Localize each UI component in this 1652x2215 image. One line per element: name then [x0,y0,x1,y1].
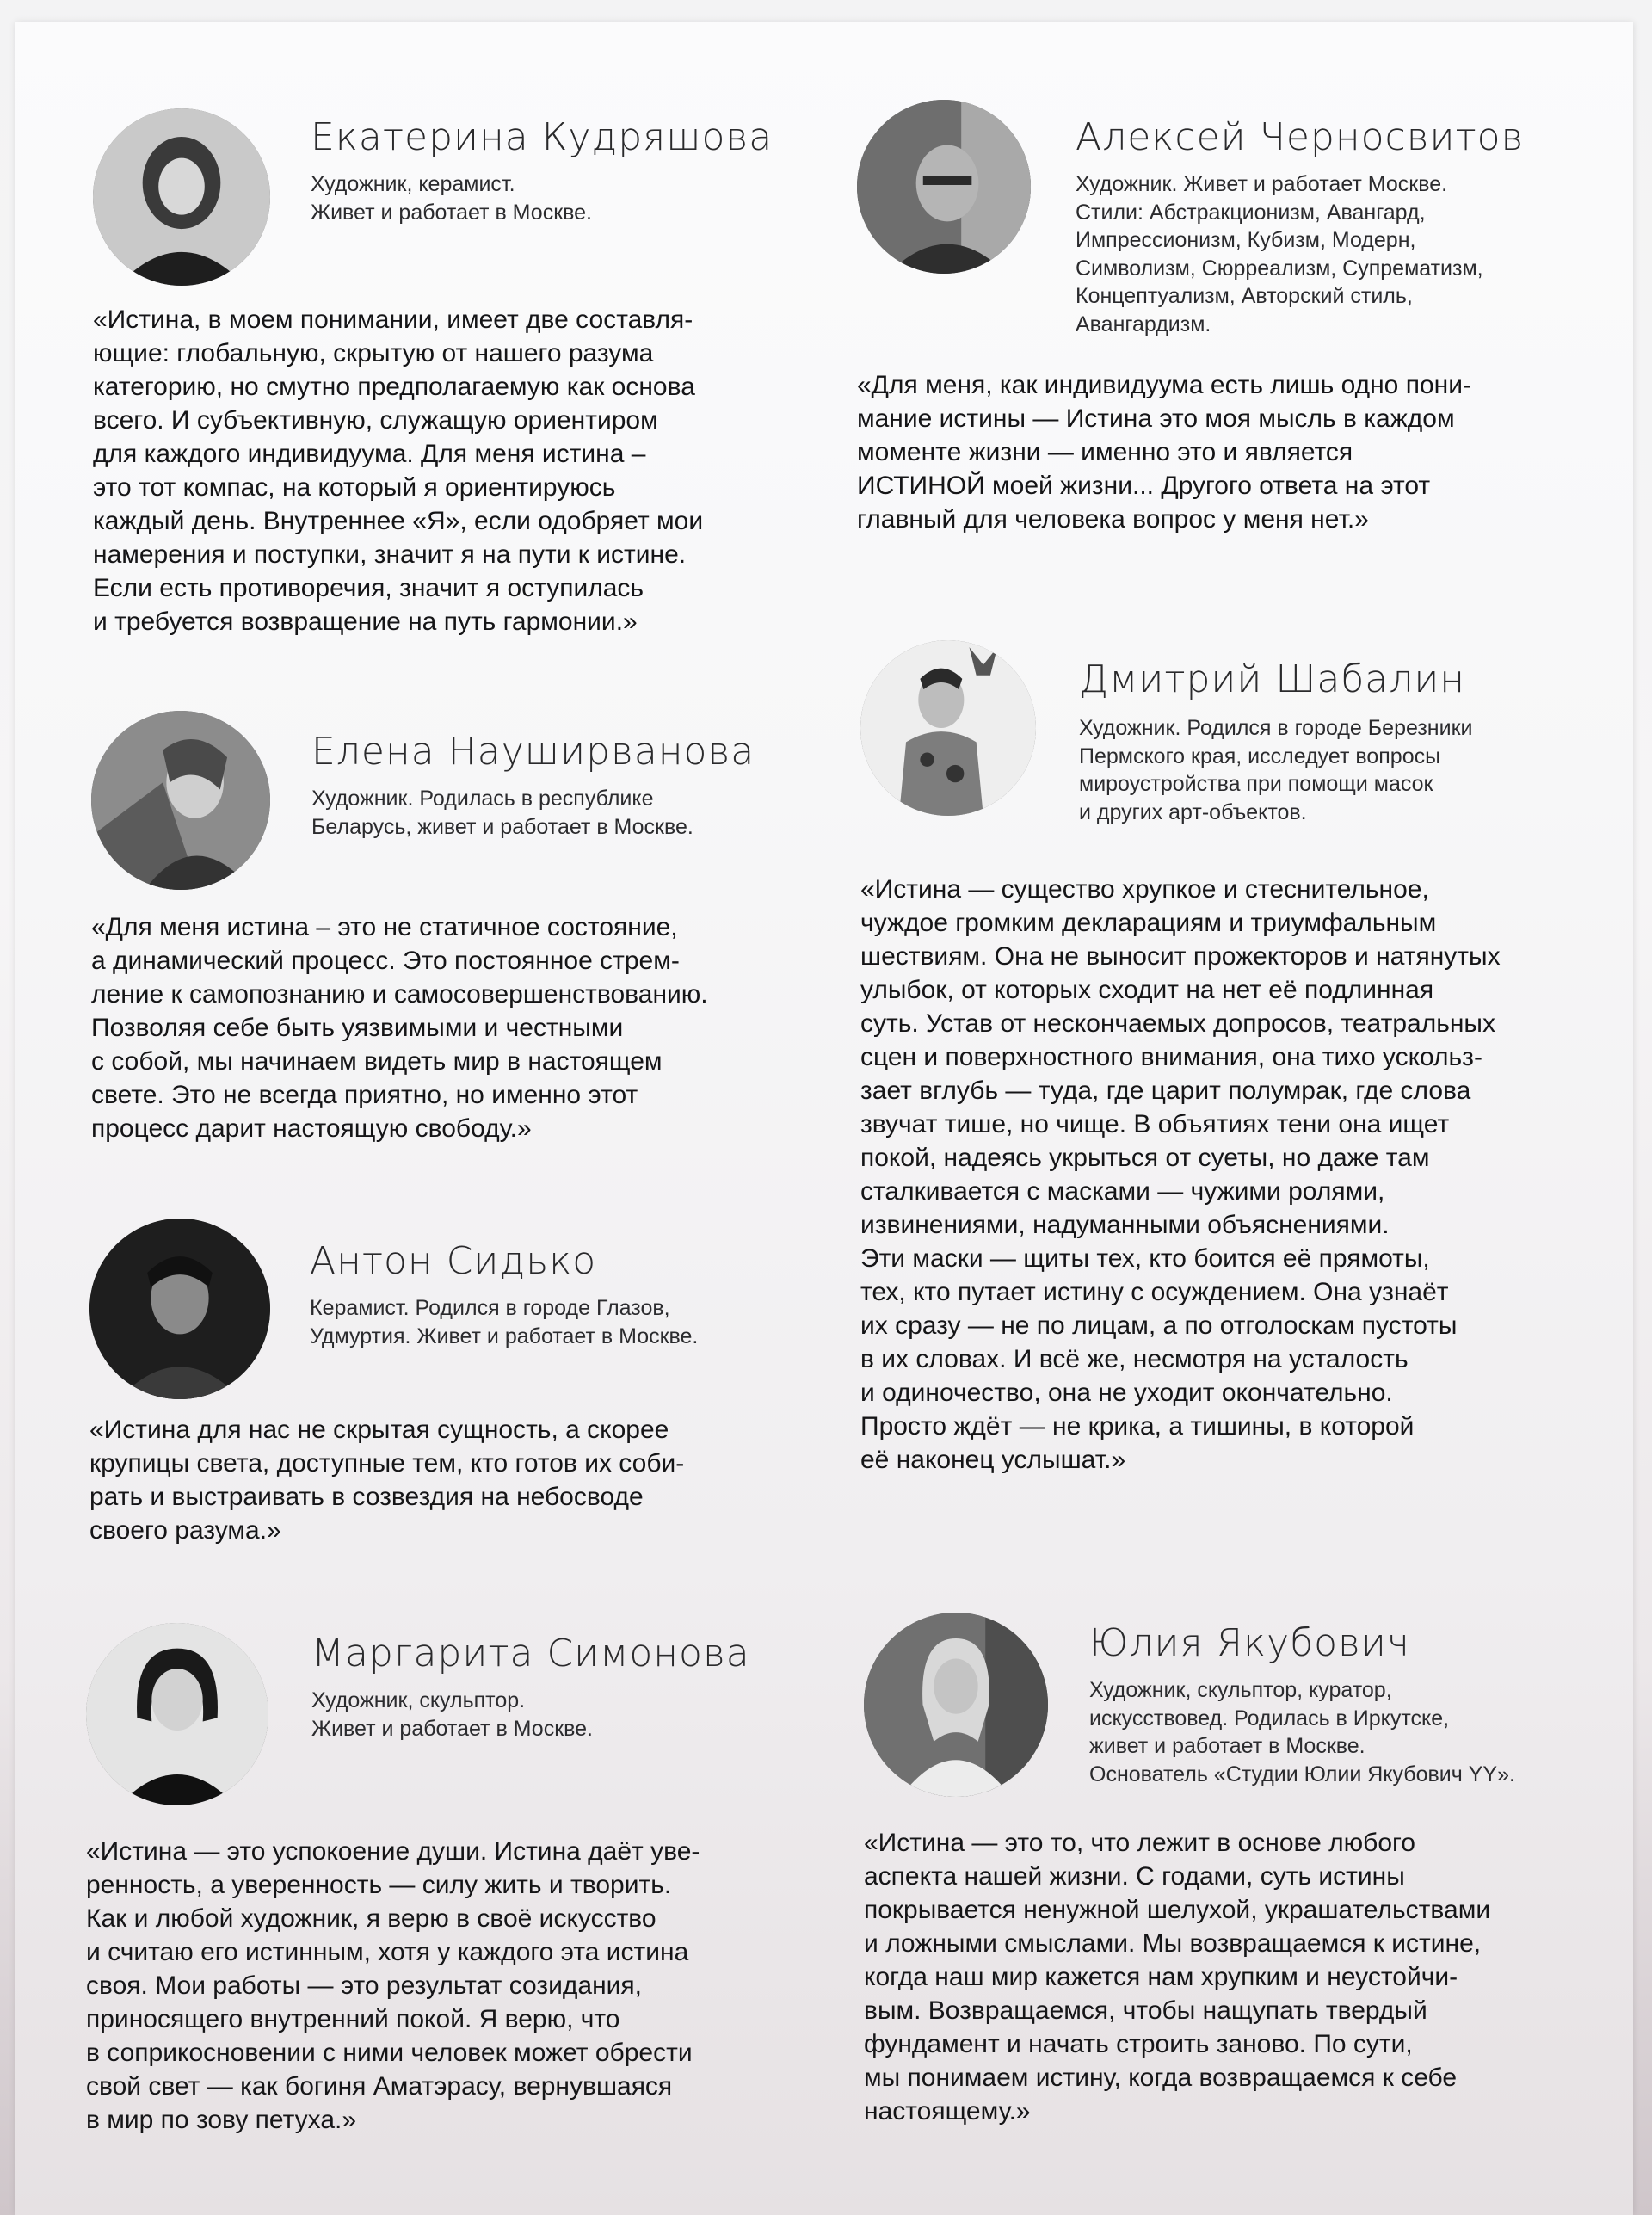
artist-quote: «Для меня, как индивидуума есть лишь одно пони- мание истины — Истина это моя мысль в каждом моменте жизни — именно это и является ИСТИНОЙ моей жизни... Другого ответа на этот главный для человека вопрос у меня нет.» [857,371,1471,534]
artist-bio: Художник. Живет и работает Москве. Стили: Абстракционизм, Авангард, Импрессионизм, Кубизм, Модерн, Символизм, Сюрреализм, Супрематизм, Концептуализм, Авторский стиль, Авангардизм. [1076,172,1483,336]
artist-name: Алексей Черносвитов [1076,115,1525,159]
artist-quote: «Истина для нас не скрытая сущность, а скорее крупицы света, доступные тем, кто готов их соби- рать и выстраивать в созвездия на небосводе своего разума.» [89,1416,685,1545]
portrait-woman-icon [93,108,270,286]
artist-name: Маргарита Симонова [311,1632,750,1675]
artist-bio: Художник, керамист. Живет и работает в Москве. [311,172,592,225]
artist-quote: «Для меня истина – это не статичное состояние, а динамический процесс. Это постоянное стрем- ление к самопознанию и самосовершенствованию. Позволяя себе быть уязвимыми и честными с собой, мы начинаем видеть мир в настоящем свете. Это не всегда приятно, но именно этот процесс дарит настоящую свободу.» [91,913,708,1143]
artist-name: Антон Сидько [310,1239,597,1283]
artist-bio: Художник, скульптор. Живет и работает в Москве. [311,1688,593,1741]
artist-quote: «Истина — существо хрупкое и стеснительное, чуждое громким декларациям и триумфальным шествиям. Она не выносит прожекторов и натянутых улыбок, от которых сходит на нет её подлинная суть. Устав от нескончаемых допросов, театральных сцен и поверхностного внимания, она тихо ускольз- зает вглубь — туда, где царит полумрак, где слова звучат тише, но чище. В объятиях тени она ищет покой, надеясь укрыться от суеты, но даже там сталкивается с масками — чужими ролями, извинениями, надуманными объяснениями. Эти маски — щиты тех, кто боится её прямоты, тех, кто путает истину с осуждением. Она узнаёт их сразу — не по лицам, а по отголоскам пустоты в их словах. И всё же, несмотря на усталость и одиночество, она не уходит окончательно. Просто ждёт — не крика, а тишины, в которой её наконец услышат.» [860,875,1501,1474]
portrait-woman-icon [86,1623,268,1805]
portrait-man-icon [860,640,1036,816]
portrait-man-icon [857,100,1031,274]
portrait-man-icon [89,1219,270,1399]
artist-name: Дмитрий Шабалин [1079,657,1466,701]
portrait-woman-icon [864,1613,1048,1797]
artist-name: Юлия Якубович [1089,1621,1410,1665]
artist-bio: Художник. Родилась в республике Беларусь, живет и работает в Москве. [311,787,693,839]
artist-bio: Художник, скульптор, куратор, искусствовед. Родилась в Иркутске, живет и работает в Москве. Основатель «Студии Юлии Якубович YY». [1089,1678,1515,1786]
artist-name: Екатерина Кудряшова [311,115,774,159]
portrait-woman-icon [91,711,270,890]
artist-quote: «Истина — это то, что лежит в основе любого аспекта нашей жизни. С годами, суть истины покрывается ненужной шелухой, украшательствами и ложными смыслами. Мы возвращаемся к истине, когда наш мир кажется нам хрупким и неустойчи- вым. Возвращаемся, чтобы нащупать твердый фундамент и начать строить заново. По сути, мы понимаем истину, когда возвращаемся к себе настоящему.» [864,1829,1491,2126]
artist-bio: Художник. Родился в городе Березники Пермского края, исследует вопросы мироустройства при помощи масок и других арт-объектов. [1079,716,1473,824]
artist-bio: Керамист. Родился в городе Глазов, Удмуртия. Живет и работает в Москве. [310,1296,699,1348]
artist-quote: «Истина, в моем понимании, имеет две составля- ющие: глобальную, скрытую от нашего разума категорию, но смутно предполагаемую как основа всего. И субъективную, служащую ориентиром для каждого индивидуума. Для меня истина – это тот компас, на который я ориентируюсь каждый день. Внутреннее «Я», если одобряет мои намерения и поступки, значит я на пути к истине. Если есть противоречия, значит я оступилась и требуется возвращение на путь гармонии.» [93,305,704,636]
artist-name: Елена Науширванова [311,730,755,774]
artist-quote: «Истина — это успокоение души. Истина даёт уве- ренность, а уверенность — силу жить и творить. Как и любой художник, я верю в своё искусство и считаю его истинным, хотя у каждого эта истина своя. Мои работы — это результат созидания, приносящего внутренний покой. Я верю, что в соприкосновении с ними человек может обрести свой свет — как богиня Аматэрасу, вернувшаяся в мир по зову петуха.» [86,1837,700,2134]
